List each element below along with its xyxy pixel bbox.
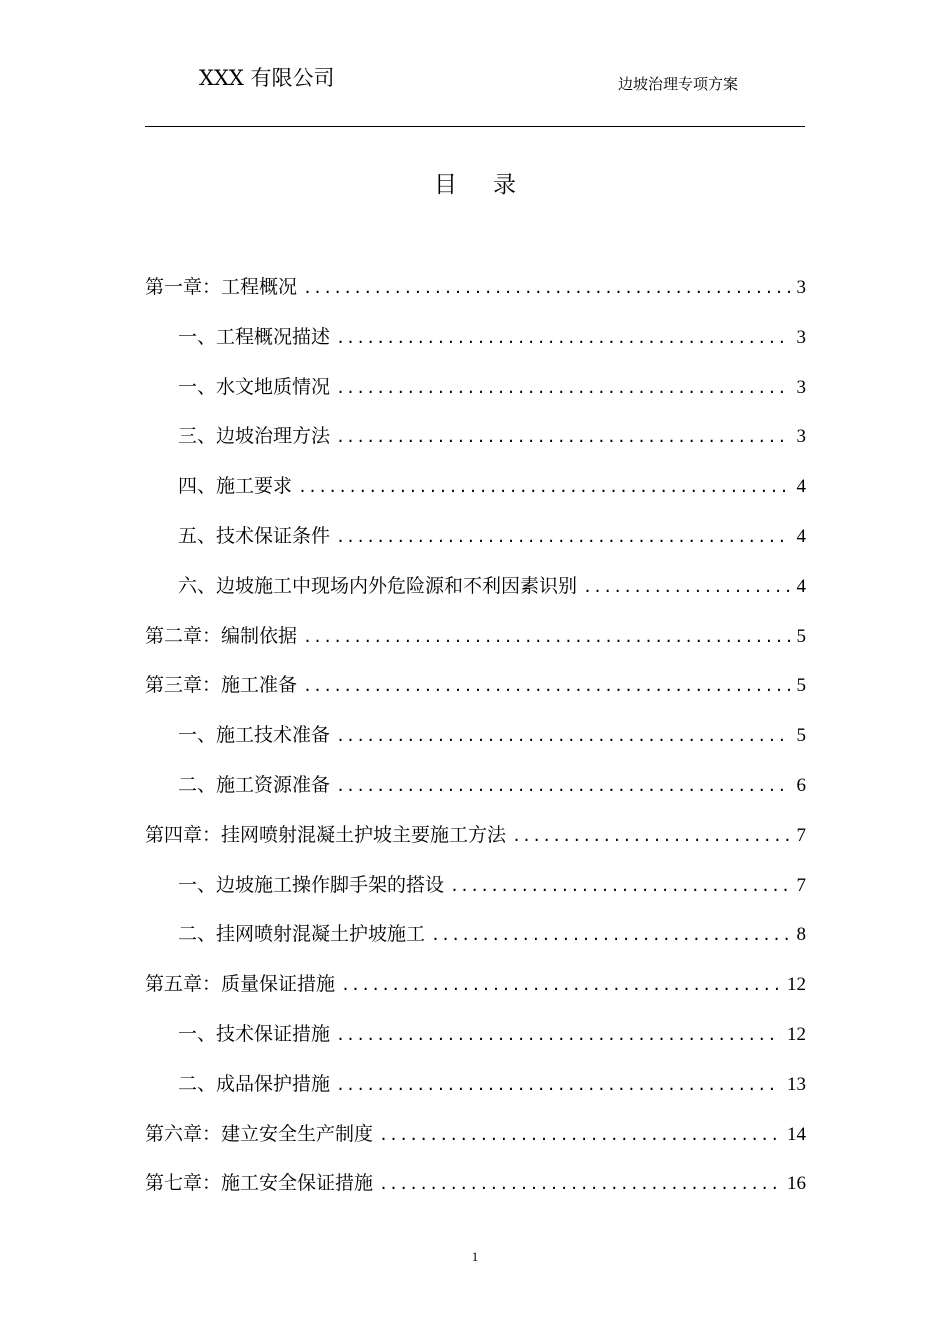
toc-section-entry[interactable]	[145, 421, 806, 471]
toc-section-entry[interactable]	[145, 919, 806, 969]
toc-dot-leader	[379, 1120, 781, 1150]
toc-entry-page: 4	[796, 525, 806, 547]
toc-entry-label: 二、挂网喷射混凝土护坡施工	[178, 923, 426, 946]
toc-entry-label: 第四章：挂网喷射混凝土护坡主要施工方法	[145, 823, 507, 846]
toc-entry-page: 5	[796, 675, 806, 697]
company-name: XXX 有限公司	[199, 66, 335, 90]
toc-chapter-entry[interactable]	[145, 621, 806, 671]
toc-dot-leader	[336, 721, 790, 751]
toc-section-entry[interactable]	[145, 322, 806, 372]
toc-dot-leader	[512, 821, 790, 851]
toc-entry-page: 12	[787, 1023, 806, 1045]
toc-section-entry[interactable]	[145, 1019, 806, 1069]
toc-entry-label: 第一章：工程概况	[145, 276, 298, 298]
toc-entry-label: 一、技术保证措施	[178, 1022, 331, 1045]
toc-entry-page: 3	[796, 376, 806, 398]
toc-chapter-entry[interactable]	[145, 1168, 806, 1218]
toc-dot-leader	[336, 422, 790, 452]
toc-entry-page: 4	[796, 575, 806, 597]
toc-dot-leader	[336, 373, 790, 403]
header-divider	[145, 126, 805, 127]
toc-entry-label: 六、边坡施工中现场内外危险源和不利因素识别	[178, 574, 578, 597]
toc-chapter-entry[interactable]	[145, 1119, 806, 1169]
toc-dot-leader	[431, 920, 790, 950]
toc-entry-label: 三、边坡治理方法	[178, 425, 331, 448]
toc-section-entry[interactable]	[145, 1069, 806, 1119]
toc-entry-label: 四、施工要求	[178, 475, 293, 498]
toc-entry-page: 13	[787, 1073, 806, 1095]
toc-dot-leader	[336, 771, 790, 801]
toc-entry-page: 3	[796, 326, 806, 348]
toc-chapter-entry[interactable]	[145, 670, 806, 720]
toc-entry-label: 第六章：建立安全生产制度	[145, 1122, 374, 1145]
toc-dot-leader	[450, 871, 790, 901]
toc-heading: 目录	[434, 172, 552, 198]
toc-section-entry[interactable]	[145, 372, 806, 422]
toc-chapter-entry[interactable]	[145, 272, 806, 322]
toc-entry-page: 3	[796, 426, 806, 448]
toc-entry-label: 第三章：施工准备	[145, 674, 298, 697]
toc-entry-label: 二、成品保护措施	[178, 1072, 331, 1095]
toc-section-entry[interactable]	[145, 571, 806, 621]
toc-entry-label: 五、技术保证条件	[178, 524, 331, 547]
toc-entry-page: 8	[796, 924, 806, 946]
toc-entry-page: 4	[796, 476, 806, 498]
toc-entry-label: 第七章：施工安全保证措施	[145, 1172, 374, 1195]
toc-dot-leader	[379, 1169, 781, 1199]
toc-chapter-entry[interactable]	[145, 969, 806, 1019]
toc-entry-label: 第二章：编制依据	[145, 624, 298, 647]
toc-entry-label: 第五章：质量保证措施	[145, 973, 336, 996]
page-number: 1	[471, 1249, 479, 1264]
toc-entry-page: 12	[787, 974, 806, 996]
toc-entry-page: 7	[796, 874, 806, 896]
toc-dot-leader	[303, 273, 790, 303]
toc-dot-leader	[336, 1020, 781, 1050]
toc-dot-leader	[336, 522, 790, 552]
toc-entry-label: 一、工程概况描述	[178, 325, 331, 348]
toc-chapter-entry[interactable]	[145, 820, 806, 870]
toc-entry-page: 16	[787, 1173, 806, 1195]
toc-entry-page: 7	[796, 824, 806, 846]
toc-entry-page: 5	[796, 725, 806, 747]
toc-section-entry[interactable]	[145, 870, 806, 920]
toc-dot-leader	[336, 323, 790, 353]
table-of-contents	[145, 272, 806, 1218]
toc-dot-leader	[303, 671, 790, 701]
toc-dot-leader	[303, 622, 790, 652]
toc-entry-page: 3	[796, 277, 806, 298]
toc-entry-page: 14	[787, 1123, 806, 1145]
toc-dot-leader	[298, 472, 790, 502]
document-title: 边坡治理专项方案	[618, 75, 739, 93]
toc-section-entry[interactable]	[145, 521, 806, 571]
toc-dot-leader	[341, 970, 781, 1000]
toc-dot-leader	[583, 572, 790, 602]
toc-section-entry[interactable]	[145, 770, 806, 820]
toc-entry-page: 6	[796, 774, 806, 796]
toc-section-entry[interactable]	[145, 471, 806, 521]
toc-entry-page: 5	[796, 625, 806, 647]
toc-entry-label: 一、施工技术准备	[178, 724, 331, 747]
toc-entry-label: 一、边坡施工操作脚手架的搭设	[178, 873, 445, 896]
toc-entry-label: 二、施工资源准备	[178, 773, 331, 796]
toc-dot-leader	[336, 1070, 781, 1100]
toc-entry-label: 一、水文地质情况	[178, 375, 331, 398]
toc-section-entry[interactable]	[145, 720, 806, 770]
